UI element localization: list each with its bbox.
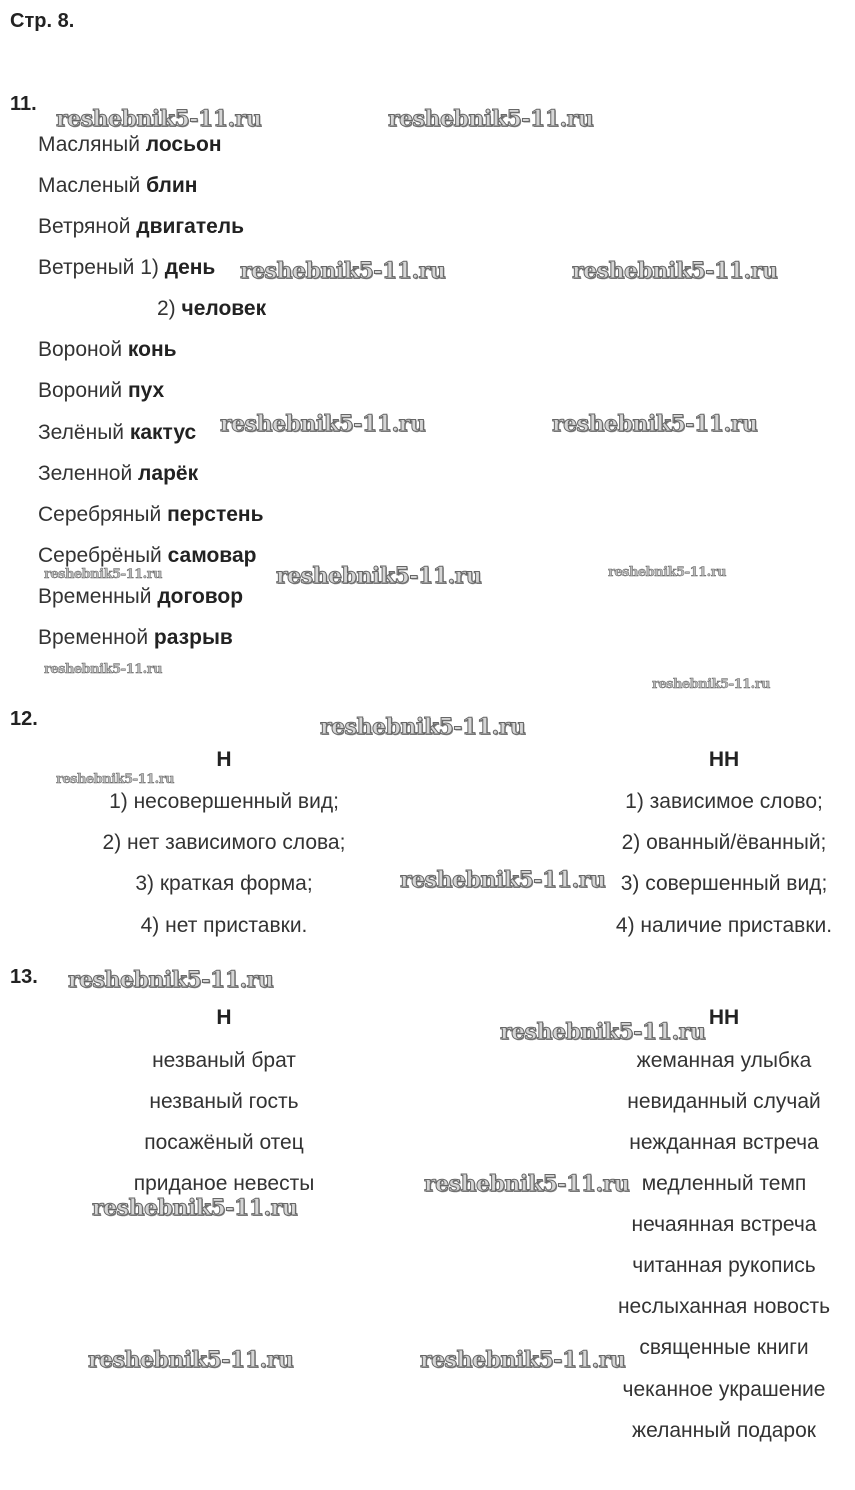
watermark: reshebnik5-11.ru: [56, 106, 262, 132]
ex11-item: Ветреный 1) день: [38, 256, 216, 279]
ex13-nn-item: нежданная встреча: [629, 1131, 819, 1154]
exercise-11-number: 11.: [10, 93, 37, 115]
ex12-n-header: Н: [216, 748, 232, 771]
watermark: reshebnik5-11.ru: [388, 106, 594, 132]
ex13-nn-item: желанный подарок: [632, 1419, 816, 1442]
ex13-nn-header: НН: [708, 1006, 740, 1029]
watermark: reshebnik5-11.ru: [92, 1195, 298, 1221]
ex12-nn-item: 2) ованный/ёванный;: [621, 831, 827, 854]
watermark: reshebnik5-11.ru: [572, 258, 778, 284]
ex13-nn-item: чеканное украшение: [622, 1378, 826, 1401]
ex11-item: Временный договор: [38, 585, 244, 608]
ex12-n-item: 3) краткая форма;: [135, 872, 313, 895]
exercise-13-number: 13.: [10, 966, 38, 988]
ex13-nn-item: читанная рукопись: [632, 1254, 816, 1277]
ex13-nn-item: жеманная улыбка: [636, 1049, 812, 1072]
watermark: reshebnik5-11.ru: [44, 662, 163, 677]
ex12-n-item: 2) нет зависимого слова;: [102, 831, 346, 854]
ex13-n-item: незваный брат: [152, 1049, 296, 1072]
watermark: reshebnik5-11.ru: [552, 411, 758, 437]
watermark: reshebnik5-11.ru: [608, 565, 727, 580]
ex12-nn-item: 1) зависимое слово;: [625, 790, 823, 813]
watermark: reshebnik5-11.ru: [88, 1347, 294, 1373]
watermark: reshebnik5-11.ru: [44, 567, 163, 582]
ex11-item: Зеленной ларёк: [38, 462, 199, 485]
watermark: reshebnik5-11.ru: [400, 867, 606, 893]
ex11-item: Ветряной двигатель: [38, 215, 245, 238]
ex11-item: Зелёный кактус: [38, 421, 197, 444]
watermark: reshebnik5-11.ru: [424, 1171, 630, 1197]
ex13-nn-item: нечаянная встреча: [631, 1213, 817, 1236]
ex13-nn-item: невиданный случай: [627, 1090, 821, 1113]
ex13-n-header: Н: [216, 1006, 232, 1029]
ex12-nn-header: НН: [708, 748, 740, 771]
watermark: reshebnik5-11.ru: [652, 677, 771, 692]
ex13-nn-item: медленный темп: [641, 1172, 807, 1195]
ex11-item: 2) человек: [157, 297, 267, 320]
ex12-nn-item: 3) совершенный вид;: [620, 872, 828, 895]
watermark: reshebnik5-11.ru: [276, 563, 482, 589]
ex12-nn-item: 4) наличие приставки.: [615, 914, 833, 937]
ex11-item: Масляный лосьон: [38, 133, 222, 156]
ex13-n-item: посажёный отец: [144, 1131, 304, 1154]
ex11-item: Временной разрыв: [38, 626, 233, 649]
ex11-item: Вороний пух: [38, 379, 165, 402]
ex13-nn-item: священные книги: [639, 1336, 809, 1359]
watermark: reshebnik5-11.ru: [420, 1347, 626, 1373]
ex11-item: Серебрёный самовар: [38, 544, 257, 567]
watermark: reshebnik5-11.ru: [320, 714, 526, 740]
ex11-item: Масленый блин: [38, 174, 198, 197]
ex13-n-item: незваный гость: [149, 1090, 299, 1113]
ex12-n-item: 1) несовершенный вид;: [109, 790, 339, 813]
ex13-nn-item: неслыханная новость: [617, 1295, 831, 1318]
ex13-n-item: приданое невесты: [133, 1172, 315, 1195]
watermark: reshebnik5-11.ru: [220, 411, 426, 437]
watermark: reshebnik5-11.ru: [240, 258, 446, 284]
watermark: reshebnik5-11.ru: [500, 1019, 706, 1045]
watermark: reshebnik5-11.ru: [56, 772, 175, 787]
ex11-item: Серебряный перстень: [38, 503, 264, 526]
ex12-n-item: 4) нет приставки.: [140, 914, 308, 937]
ex11-item: Вороной конь: [38, 338, 177, 361]
page-label: Стр. 8.: [10, 10, 75, 32]
watermark: reshebnik5-11.ru: [68, 967, 274, 993]
exercise-12-number: 12.: [10, 708, 38, 730]
